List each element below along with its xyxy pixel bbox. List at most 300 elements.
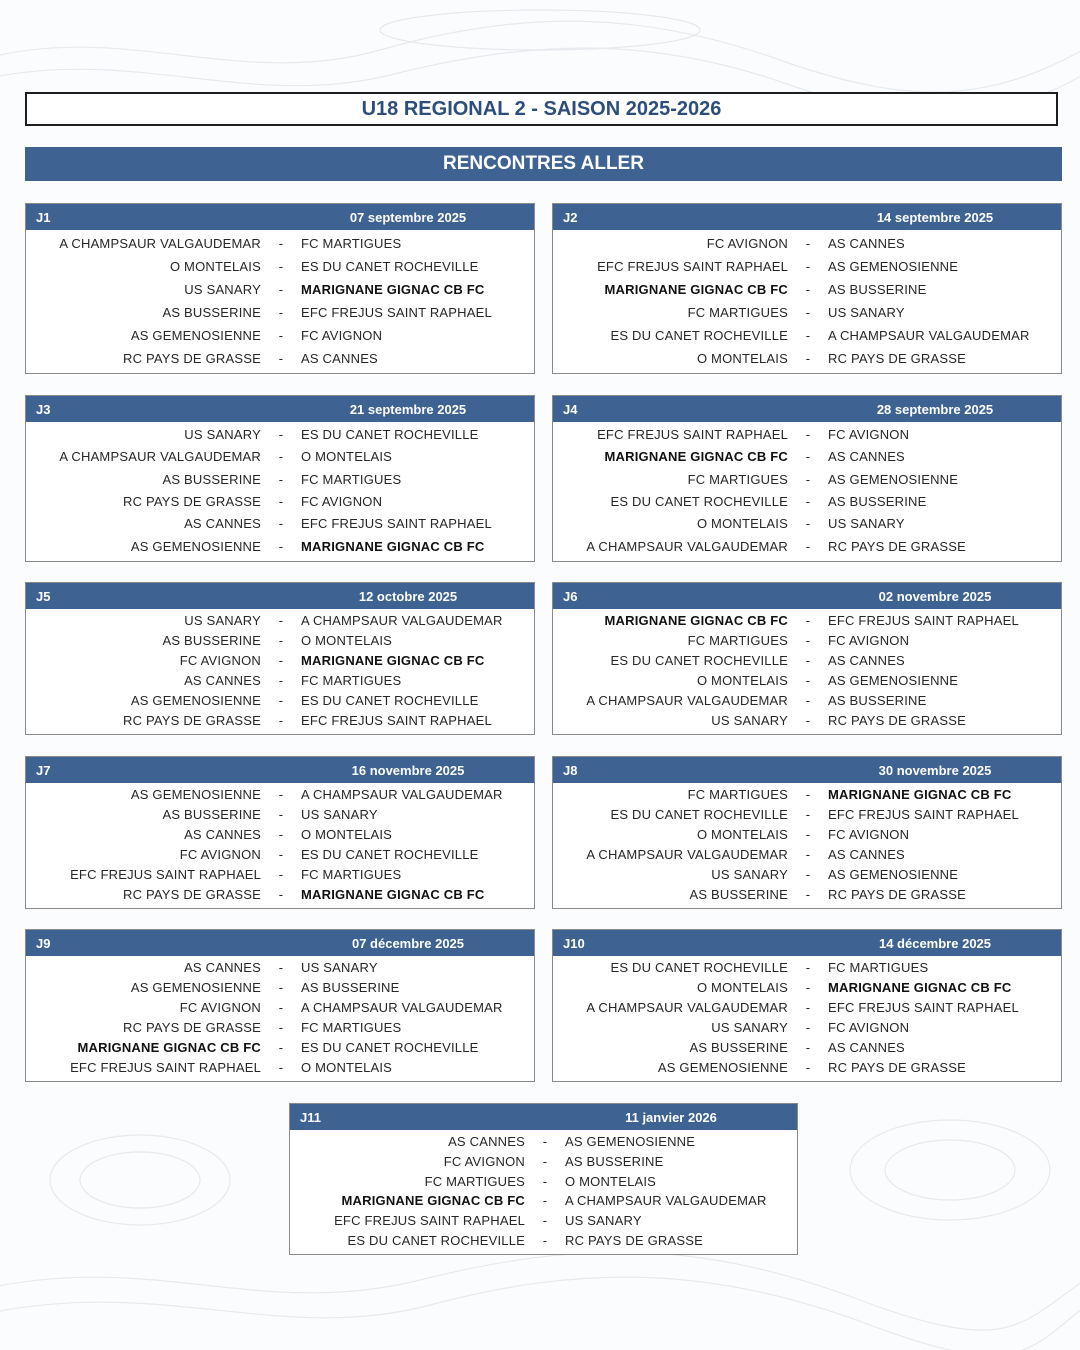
round-number: J1 xyxy=(36,209,51,225)
away-team: ES DU CANET ROCHEVILLE xyxy=(301,693,479,708)
match-separator: - xyxy=(805,258,811,274)
match-row xyxy=(26,516,534,532)
away-team: O MONTELAIS xyxy=(565,1173,657,1189)
match-separator: - xyxy=(278,807,284,822)
round-j9 xyxy=(25,929,535,1082)
round-header xyxy=(553,757,1061,783)
round-j10 xyxy=(552,929,1062,1082)
away-team: MARIGNANE GIGNAC CB FC xyxy=(301,887,485,902)
match-separator: - xyxy=(278,327,284,343)
home-team: O MONTELAIS xyxy=(696,516,788,532)
home-team: AS CANNES xyxy=(184,827,261,842)
home-team: US SANARY xyxy=(184,427,261,443)
match-list xyxy=(26,783,534,908)
match-row xyxy=(290,1193,797,1209)
match-separator: - xyxy=(542,1173,548,1189)
away-team: RC PAYS DE GRASSE xyxy=(828,713,967,728)
match-row xyxy=(290,1233,797,1249)
away-team: EFC FREJUS SAINT RAPHAEL xyxy=(301,516,492,532)
round-number: J10 xyxy=(563,935,585,951)
round-header xyxy=(26,396,534,422)
match-separator: - xyxy=(278,304,284,320)
match-list xyxy=(553,422,1061,561)
match-list xyxy=(290,1130,797,1254)
round-number: J6 xyxy=(563,588,578,604)
match-separator: - xyxy=(278,787,284,802)
round-number: J3 xyxy=(36,401,51,417)
match-row xyxy=(553,539,1061,555)
away-team: FC MARTIGUES xyxy=(301,673,402,688)
away-team: FC MARTIGUES xyxy=(301,867,402,882)
home-team: US SANARY xyxy=(711,867,788,882)
home-team: O MONTELAIS xyxy=(169,258,261,274)
match-row xyxy=(26,427,534,443)
away-team: AS CANNES xyxy=(828,653,905,668)
away-team: MARIGNANE GIGNAC CB FC xyxy=(828,980,1012,995)
away-team: ES DU CANET ROCHEVILLE xyxy=(301,427,479,443)
away-team: FC MARTIGUES xyxy=(828,960,929,975)
away-team: A CHAMPSAUR VALGAUDEMAR xyxy=(565,1193,767,1209)
match-separator: - xyxy=(805,827,811,842)
match-separator: - xyxy=(805,350,811,366)
match-list xyxy=(553,230,1061,373)
round-header xyxy=(553,930,1061,956)
home-team: MARIGNANE GIGNAC CB FC xyxy=(77,1040,261,1055)
home-team: O MONTELAIS xyxy=(696,980,788,995)
away-team: EFC FREJUS SAINT RAPHAEL xyxy=(301,713,492,728)
away-team: AS CANNES xyxy=(828,847,905,862)
away-team: ES DU CANET ROCHEVILLE xyxy=(301,258,479,274)
away-team: US SANARY xyxy=(828,516,905,532)
match-separator: - xyxy=(805,471,811,487)
home-team: RC PAYS DE GRASSE xyxy=(122,1020,261,1035)
match-row xyxy=(553,887,1061,903)
home-team: AS BUSSERINE xyxy=(162,471,261,487)
home-team: A CHAMPSAUR VALGAUDEMAR xyxy=(586,693,788,708)
round-date: 12 octobre 2025 xyxy=(358,588,458,604)
match-separator: - xyxy=(805,613,811,628)
match-row xyxy=(553,673,1061,689)
match-separator: - xyxy=(278,827,284,842)
home-team: US SANARY xyxy=(711,713,788,728)
match-row xyxy=(26,539,534,555)
away-team: RC PAYS DE GRASSE xyxy=(828,887,967,902)
match-row xyxy=(26,494,534,510)
match-row xyxy=(26,282,534,298)
match-row xyxy=(553,516,1061,532)
round-header xyxy=(290,1104,797,1130)
match-separator: - xyxy=(805,693,811,708)
match-separator: - xyxy=(278,960,284,975)
round-header xyxy=(26,757,534,783)
away-team: AS CANNES xyxy=(828,235,905,251)
round-date: 16 novembre 2025 xyxy=(351,762,465,778)
away-team: FC AVIGNON xyxy=(301,327,383,343)
match-row xyxy=(26,1020,534,1036)
match-list xyxy=(26,230,534,373)
home-team: O MONTELAIS xyxy=(696,350,788,366)
home-team: FC MARTIGUES xyxy=(687,471,788,487)
home-team: AS GEMENOSIENNE xyxy=(130,787,261,802)
away-team: A CHAMPSAUR VALGAUDEMAR xyxy=(301,1000,503,1015)
match-separator: - xyxy=(278,653,284,668)
round-j2 xyxy=(552,203,1062,374)
home-team: AS BUSSERINE xyxy=(689,1040,788,1055)
home-team: AS GEMENOSIENNE xyxy=(130,327,261,343)
away-team: AS GEMENOSIENNE xyxy=(828,471,959,487)
home-team: US SANARY xyxy=(184,281,261,297)
match-row xyxy=(553,305,1061,321)
home-team: O MONTELAIS xyxy=(696,673,788,688)
round-j5 xyxy=(25,582,535,735)
match-separator: - xyxy=(805,867,811,882)
match-separator: - xyxy=(805,673,811,688)
match-row xyxy=(553,259,1061,275)
match-row xyxy=(26,259,534,275)
home-team: ES DU CANET ROCHEVILLE xyxy=(610,960,788,975)
match-row xyxy=(290,1213,797,1229)
match-separator: - xyxy=(805,713,811,728)
match-separator: - xyxy=(278,847,284,862)
match-separator: - xyxy=(278,867,284,882)
away-team: EFC FREJUS SAINT RAPHAEL xyxy=(828,1000,1019,1015)
match-row xyxy=(553,472,1061,488)
match-separator: - xyxy=(278,494,284,510)
match-row xyxy=(553,980,1061,996)
away-team: AS CANNES xyxy=(828,449,905,465)
home-team: ES DU CANET ROCHEVILLE xyxy=(610,653,788,668)
round-date: 02 novembre 2025 xyxy=(878,588,992,604)
match-separator: - xyxy=(805,494,811,510)
home-team: FC AVIGNON xyxy=(706,235,788,251)
away-team: AS CANNES xyxy=(828,1040,905,1055)
away-team: AS GEMENOSIENNE xyxy=(828,258,959,274)
away-team: AS GEMENOSIENNE xyxy=(828,673,959,688)
match-row xyxy=(553,494,1061,510)
match-row xyxy=(26,807,534,823)
match-row xyxy=(553,713,1061,729)
away-team: US SANARY xyxy=(565,1213,642,1229)
round-header xyxy=(553,396,1061,422)
match-row xyxy=(26,351,534,367)
round-date: 07 décembre 2025 xyxy=(351,935,465,951)
away-team: RC PAYS DE GRASSE xyxy=(828,1060,967,1075)
home-team: FC MARTIGUES xyxy=(687,787,788,802)
match-row xyxy=(553,427,1061,443)
match-separator: - xyxy=(542,1153,548,1169)
match-row xyxy=(26,693,534,709)
away-team: EFC FREJUS SAINT RAPHAEL xyxy=(301,304,492,320)
home-team: EFC FREJUS SAINT RAPHAEL xyxy=(597,427,788,443)
match-separator: - xyxy=(805,281,811,297)
match-separator: - xyxy=(278,1060,284,1075)
round-header xyxy=(26,583,534,609)
match-row xyxy=(26,236,534,252)
home-team: MARIGNANE GIGNAC CB FC xyxy=(341,1193,525,1209)
home-team: AS BUSSERINE xyxy=(689,887,788,902)
away-team: MARIGNANE GIGNAC CB FC xyxy=(828,787,1012,802)
home-team: EFC FREJUS SAINT RAPHAEL xyxy=(597,258,788,274)
match-separator: - xyxy=(805,960,811,975)
match-separator: - xyxy=(805,847,811,862)
round-header xyxy=(26,204,534,230)
round-j1 xyxy=(25,203,535,374)
match-list xyxy=(553,956,1061,1081)
match-row xyxy=(553,960,1061,976)
match-row xyxy=(26,980,534,996)
match-row xyxy=(26,673,534,689)
away-team: AS BUSSERINE xyxy=(565,1153,664,1169)
match-separator: - xyxy=(805,887,811,902)
away-team: US SANARY xyxy=(301,960,378,975)
home-team: FC MARTIGUES xyxy=(687,633,788,648)
home-team: US SANARY xyxy=(184,613,261,628)
away-team: RC PAYS DE GRASSE xyxy=(565,1233,704,1249)
match-row xyxy=(553,653,1061,669)
match-separator: - xyxy=(278,980,284,995)
match-row xyxy=(290,1154,797,1170)
round-number: J2 xyxy=(563,209,578,225)
away-team: MARIGNANE GIGNAC CB FC xyxy=(301,538,485,554)
home-team: AS GEMENOSIENNE xyxy=(130,693,261,708)
away-team: O MONTELAIS xyxy=(301,449,393,465)
match-row xyxy=(26,787,534,803)
match-separator: - xyxy=(278,258,284,274)
away-team: US SANARY xyxy=(301,807,378,822)
match-separator: - xyxy=(805,1040,811,1055)
away-team: AS BUSSERINE xyxy=(301,980,400,995)
page-title: U18 REGIONAL 2 - SAISON 2025-2026 xyxy=(25,92,1058,126)
away-team: A CHAMPSAUR VALGAUDEMAR xyxy=(301,787,503,802)
home-team: EFC FREJUS SAINT RAPHAEL xyxy=(334,1213,525,1229)
match-separator: - xyxy=(278,713,284,728)
away-team: FC AVIGNON xyxy=(828,1020,910,1035)
away-team: AS BUSSERINE xyxy=(828,281,927,297)
match-separator: - xyxy=(278,471,284,487)
match-separator: - xyxy=(278,673,284,688)
round-date: 07 septembre 2025 xyxy=(349,209,467,225)
match-separator: - xyxy=(805,449,811,465)
home-team: EFC FREJUS SAINT RAPHAEL xyxy=(70,1060,261,1075)
match-row xyxy=(553,1060,1061,1076)
match-list xyxy=(26,609,534,734)
match-row xyxy=(553,449,1061,465)
match-row xyxy=(26,449,534,465)
home-team: AS BUSSERINE xyxy=(162,633,261,648)
home-team: RC PAYS DE GRASSE xyxy=(122,887,261,902)
match-separator: - xyxy=(278,1040,284,1055)
away-team: A CHAMPSAUR VALGAUDEMAR xyxy=(301,613,503,628)
match-row xyxy=(26,613,534,629)
home-team: RC PAYS DE GRASSE xyxy=(122,350,261,366)
match-row xyxy=(26,1000,534,1016)
match-separator: - xyxy=(805,807,811,822)
round-date: 14 septembre 2025 xyxy=(876,209,994,225)
away-team: FC AVIGNON xyxy=(828,427,910,443)
match-separator: - xyxy=(805,1000,811,1015)
home-team: A CHAMPSAUR VALGAUDEMAR xyxy=(59,235,261,251)
match-row xyxy=(553,1000,1061,1016)
match-row xyxy=(26,328,534,344)
home-team: AS CANNES xyxy=(184,516,261,532)
round-number: J4 xyxy=(563,401,578,417)
away-team: AS GEMENOSIENNE xyxy=(828,867,959,882)
match-row xyxy=(553,633,1061,649)
match-row xyxy=(26,827,534,843)
round-number: J5 xyxy=(36,588,51,604)
home-team: AS CANNES xyxy=(184,960,261,975)
match-row xyxy=(553,827,1061,843)
match-row xyxy=(26,887,534,903)
match-list xyxy=(26,422,534,561)
round-date: 11 janvier 2026 xyxy=(625,1109,717,1125)
away-team: MARIGNANE GIGNAC CB FC xyxy=(301,653,485,668)
home-team: AS BUSSERINE xyxy=(162,304,261,320)
away-team: ES DU CANET ROCHEVILLE xyxy=(301,847,479,862)
round-header xyxy=(553,583,1061,609)
round-header xyxy=(26,930,534,956)
round-j4 xyxy=(552,395,1062,562)
home-team: FC AVIGNON xyxy=(179,1000,261,1015)
match-separator: - xyxy=(805,538,811,554)
match-list xyxy=(553,783,1061,908)
match-separator: - xyxy=(805,516,811,532)
round-j7 xyxy=(25,756,535,909)
match-row xyxy=(26,305,534,321)
home-team: EFC FREJUS SAINT RAPHAEL xyxy=(70,867,261,882)
home-team: AS BUSSERINE xyxy=(162,807,261,822)
away-team: FC MARTIGUES xyxy=(301,471,402,487)
home-team: A CHAMPSAUR VALGAUDEMAR xyxy=(59,449,261,465)
home-team: RC PAYS DE GRASSE xyxy=(122,713,261,728)
match-separator: - xyxy=(805,980,811,995)
round-j6 xyxy=(552,582,1062,735)
home-team: MARIGNANE GIGNAC CB FC xyxy=(604,449,788,465)
match-row xyxy=(553,351,1061,367)
away-team: O MONTELAIS xyxy=(301,633,393,648)
match-row xyxy=(26,1040,534,1056)
away-team: FC MARTIGUES xyxy=(301,235,402,251)
match-separator: - xyxy=(278,350,284,366)
match-separator: - xyxy=(278,613,284,628)
home-team: A CHAMPSAUR VALGAUDEMAR xyxy=(586,1000,788,1015)
home-team: FC MARTIGUES xyxy=(687,304,788,320)
home-team: AS CANNES xyxy=(448,1133,525,1149)
match-separator: - xyxy=(278,633,284,648)
home-team: O MONTELAIS xyxy=(696,827,788,842)
match-separator: - xyxy=(278,1020,284,1035)
home-team: AS CANNES xyxy=(184,673,261,688)
away-team: FC MARTIGUES xyxy=(301,1020,402,1035)
away-team: AS CANNES xyxy=(301,350,378,366)
home-team: US SANARY xyxy=(711,1020,788,1035)
away-team: FC AVIGNON xyxy=(828,633,910,648)
match-row xyxy=(290,1134,797,1150)
round-date: 21 septembre 2025 xyxy=(349,401,467,417)
match-separator: - xyxy=(278,449,284,465)
round-number: J8 xyxy=(563,762,578,778)
match-separator: - xyxy=(805,427,811,443)
round-number: J9 xyxy=(36,935,51,951)
match-row xyxy=(26,653,534,669)
match-separator: - xyxy=(542,1213,548,1229)
match-separator: - xyxy=(278,887,284,902)
home-team: ES DU CANET ROCHEVILLE xyxy=(610,494,788,510)
away-team: EFC FREJUS SAINT RAPHAEL xyxy=(828,613,1019,628)
home-team: FC MARTIGUES xyxy=(424,1173,525,1189)
away-team: O MONTELAIS xyxy=(301,827,393,842)
round-header xyxy=(553,204,1061,230)
home-team: AS GEMENOSIENNE xyxy=(130,980,261,995)
match-row xyxy=(553,867,1061,883)
away-team: US SANARY xyxy=(828,304,905,320)
match-separator: - xyxy=(278,235,284,251)
match-row xyxy=(26,472,534,488)
match-list xyxy=(553,609,1061,734)
away-team: AS BUSSERINE xyxy=(828,693,927,708)
away-team: O MONTELAIS xyxy=(301,1060,393,1075)
away-team: FC AVIGNON xyxy=(301,494,383,510)
match-list xyxy=(26,956,534,1081)
away-team: FC AVIGNON xyxy=(828,827,910,842)
away-team: AS BUSSERINE xyxy=(828,494,927,510)
match-row xyxy=(553,693,1061,709)
match-separator: - xyxy=(278,1000,284,1015)
match-separator: - xyxy=(805,633,811,648)
match-row xyxy=(26,960,534,976)
match-row xyxy=(553,1040,1061,1056)
match-row xyxy=(26,1060,534,1076)
match-separator: - xyxy=(278,427,284,443)
away-team: RC PAYS DE GRASSE xyxy=(828,350,967,366)
match-row xyxy=(553,328,1061,344)
home-team: A CHAMPSAUR VALGAUDEMAR xyxy=(586,847,788,862)
section-title: RENCONTRES ALLER xyxy=(25,147,1062,181)
round-j3 xyxy=(25,395,535,562)
away-team: EFC FREJUS SAINT RAPHAEL xyxy=(828,807,1019,822)
match-row xyxy=(26,713,534,729)
home-team: FC AVIGNON xyxy=(443,1153,525,1169)
home-team: AS GEMENOSIENNE xyxy=(657,1060,788,1075)
match-row xyxy=(26,847,534,863)
home-team: FC AVIGNON xyxy=(179,653,261,668)
home-team: AS GEMENOSIENNE xyxy=(130,538,261,554)
round-date: 14 décembre 2025 xyxy=(878,935,992,951)
match-row xyxy=(290,1174,797,1190)
match-row xyxy=(26,633,534,649)
match-row xyxy=(553,236,1061,252)
match-separator: - xyxy=(805,1020,811,1035)
match-separator: - xyxy=(542,1133,548,1149)
home-team: ES DU CANET ROCHEVILLE xyxy=(347,1233,525,1249)
round-date: 28 septembre 2025 xyxy=(876,401,994,417)
away-team: MARIGNANE GIGNAC CB FC xyxy=(301,281,485,297)
match-row xyxy=(553,807,1061,823)
match-separator: - xyxy=(805,787,811,802)
match-separator: - xyxy=(278,281,284,297)
round-number: J11 xyxy=(300,1109,321,1125)
match-separator: - xyxy=(278,516,284,532)
match-row xyxy=(553,282,1061,298)
round-j11 xyxy=(289,1103,798,1255)
match-separator: - xyxy=(278,538,284,554)
home-team: MARIGNANE GIGNAC CB FC xyxy=(604,281,788,297)
home-team: ES DU CANET ROCHEVILLE xyxy=(610,807,788,822)
match-separator: - xyxy=(542,1193,548,1209)
match-row xyxy=(553,613,1061,629)
round-date: 30 novembre 2025 xyxy=(878,762,992,778)
match-separator: - xyxy=(805,1060,811,1075)
